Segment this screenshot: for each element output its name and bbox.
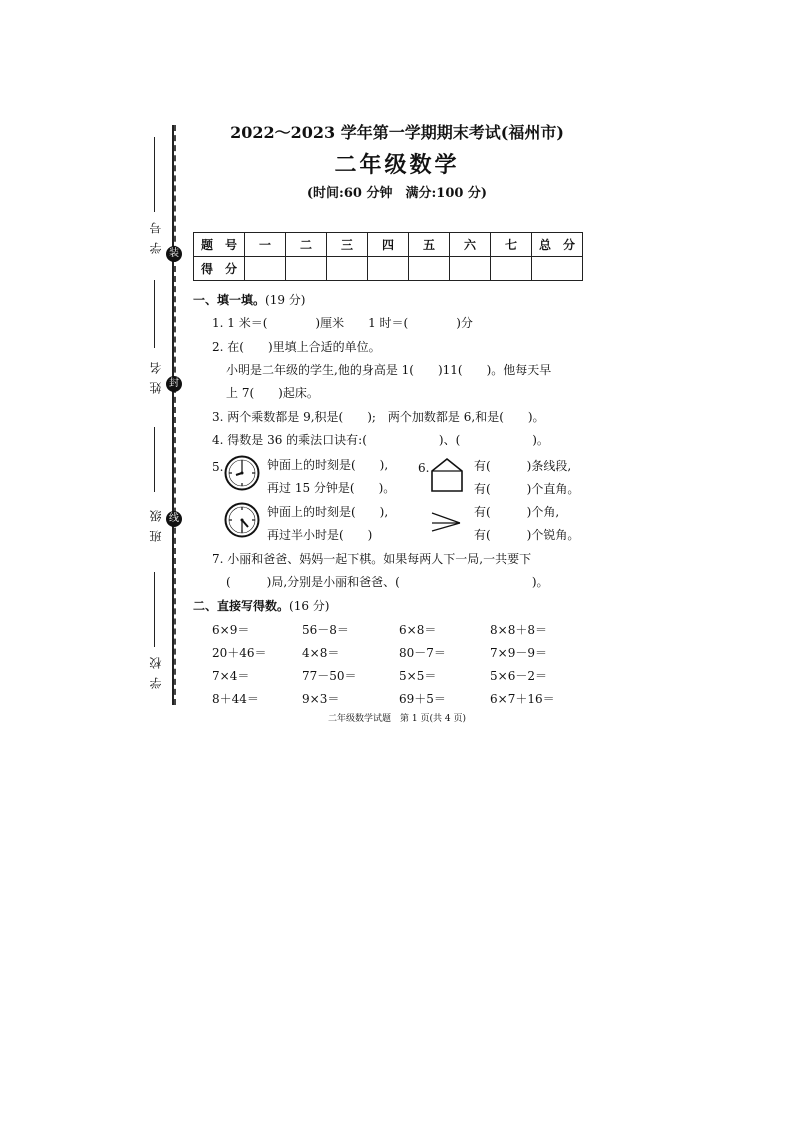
score-cell[interactable]: [327, 257, 368, 281]
arith-item: 7×9－9＝: [490, 646, 547, 660]
question-6-line-2: 有( )个直角。: [474, 482, 580, 496]
arith-item: 80－7＝: [399, 646, 446, 660]
score-cell[interactable]: [532, 257, 583, 281]
section-1-heading: [193, 291, 305, 308]
score-header-cell: 总 分: [532, 233, 583, 257]
school-line: [154, 572, 155, 647]
arith-item: 6×9＝: [212, 623, 250, 637]
question-5-line-1: 钟面上的时刻是( ),: [267, 458, 389, 472]
arith-item: 77－50＝: [302, 669, 357, 683]
question-1: 1. 1 米＝( )厘米 1 时＝( )分: [212, 316, 473, 330]
question-6-line-4: 有( )个锐角。: [474, 528, 580, 542]
subject-title: 二年级数学: [334, 152, 460, 178]
name-line: [154, 280, 155, 348]
score-header-cell: 题 号: [194, 233, 245, 257]
section-2-heading: [193, 597, 329, 614]
question-6-number: 6.: [418, 461, 430, 475]
score-row-label: 得 分: [194, 257, 245, 281]
question-2-prompt: 2. 在( )里填上合适的单位。: [212, 340, 381, 354]
clock-icon-2: [224, 502, 260, 538]
score-cell[interactable]: [368, 257, 409, 281]
question-3: 3. 两个乘数都是 9,积是( ); 两个加数都是 6,和是( )。: [212, 410, 545, 424]
question-6-line-3: 有( )个角,: [474, 505, 560, 519]
score-header-cell: 七: [491, 233, 532, 257]
name-label: 姓 名: [149, 360, 163, 394]
arith-item: 5×5＝: [399, 669, 437, 683]
arith-item: 69＋5＝: [399, 692, 446, 706]
clock-icon-1: [224, 455, 260, 491]
seal-feng: 封: [166, 376, 182, 392]
angle-rays-shape: [430, 510, 464, 532]
question-4: 4. 得数是 36 的乘法口诀有:( )、( )。: [212, 433, 549, 447]
score-header-cell: 四: [368, 233, 409, 257]
question-5-number: 5.: [212, 460, 224, 474]
arith-item: 20＋46＝: [212, 646, 267, 660]
score-cell[interactable]: [409, 257, 450, 281]
arith-item: 56－8＝: [302, 623, 349, 637]
arith-item: 5×6－2＝: [490, 669, 547, 683]
class-label: 班 级: [149, 508, 163, 542]
school-label: 学 校: [149, 655, 163, 689]
class-line: [154, 427, 155, 492]
score-table: [193, 232, 583, 281]
score-cell[interactable]: [450, 257, 491, 281]
section-2-title: 二、直接写得数。: [193, 599, 290, 613]
arith-item: 7×4＝: [212, 669, 250, 683]
section-2-points: (16 分): [289, 599, 330, 613]
score-header-cell: 五: [409, 233, 450, 257]
arith-item: 4×8＝: [302, 646, 340, 660]
question-5-line-2: 再过 15 分钟是( )。: [267, 481, 396, 495]
score-header-cell: 一: [245, 233, 286, 257]
arith-item: 8×8＋8＝: [490, 623, 547, 637]
score-header-cell: 六: [450, 233, 491, 257]
question-2-line-2: 上 7( )起床。: [226, 386, 319, 400]
arith-item: 9×3＝: [302, 692, 340, 706]
exam-info: (时间:60 分钟 满分:100 分): [306, 186, 488, 201]
score-table-header-row: [194, 233, 583, 257]
section-1-title: 一、填一填。: [193, 293, 266, 307]
score-table-score-row: [194, 257, 583, 281]
section-1-points: (19 分): [265, 293, 306, 307]
arith-item: 6×7＋16＝: [490, 692, 555, 706]
question-5-line-3: 钟面上的时刻是( ),: [267, 505, 389, 519]
binding-dashed-line: [172, 125, 176, 705]
question-2-line-1: 小明是二年级的学生,他的身高是 1( )11( )。他每天早: [226, 363, 552, 377]
question-7-line-1: 7. 小丽和爸爸、妈妈一起下棋。如果每两人下一局,一共要下: [212, 552, 532, 566]
question-7-line-2: ( )局,分别是小丽和爸爸、( )。: [226, 575, 549, 589]
seal-xian: 线: [166, 511, 182, 527]
question-5-line-4: 再过半小时是( ): [267, 528, 373, 542]
score-cell[interactable]: [245, 257, 286, 281]
arith-item: 8＋44＝: [212, 692, 259, 706]
score-header-cell: 三: [327, 233, 368, 257]
student-id-label: 学 号: [149, 220, 163, 254]
pentagon-house-shape: [430, 456, 464, 494]
question-6-line-1: 有( )条线段,: [474, 459, 572, 473]
arith-item: 6×8＝: [399, 623, 437, 637]
exam-title: 2022～2023 学年第一学期期末考试(福州市): [230, 123, 564, 142]
score-cell[interactable]: [286, 257, 327, 281]
page-footer: 二年级数学试题 第 1 页(共 4 页): [328, 714, 466, 724]
score-cell[interactable]: [491, 257, 532, 281]
seal-zhuang: 装: [166, 246, 182, 262]
score-header-cell: 二: [286, 233, 327, 257]
